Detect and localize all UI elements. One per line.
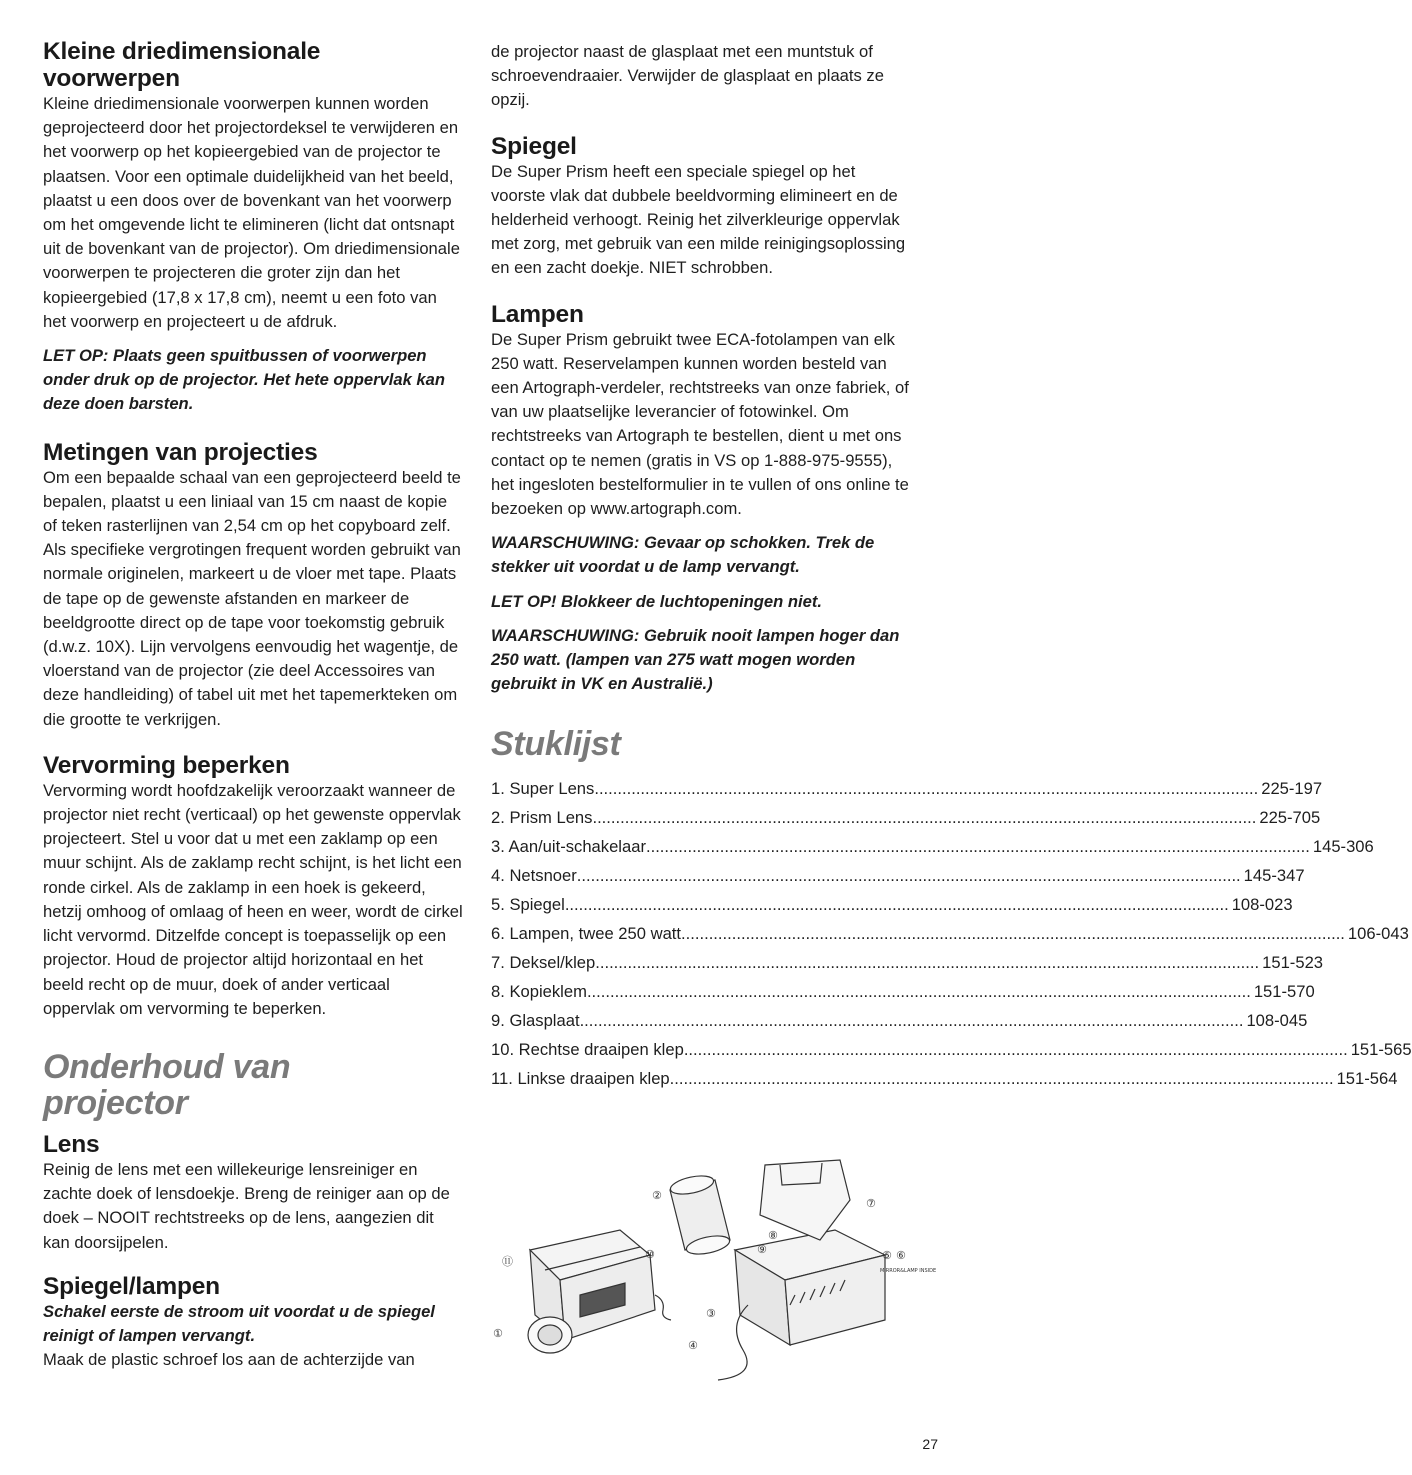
page-number: 27: [922, 1436, 938, 1452]
callout-3: ③: [706, 1307, 716, 1320]
warning-power-off: Schakel eerste de stroom uit voordat u de spiegel reinigt of lampen vervangt.: [43, 1301, 435, 1345]
callout-9: ⑨: [757, 1243, 767, 1256]
warning-lamp-wattage: WAARSCHUWING: Gebruik nooit lampen hoger dan 250 watt. (lampen van 275 watt mogen worden gebruikt in VK en Australië.): [491, 625, 900, 694]
parts-list-item: 10. Rechtse draaipen klep ..... 151-565: [491, 1035, 911, 1064]
warning-shock: WAARSCHUWING: Gevaar op schokken. Trek de stekker uit voordat u de lamp vervangt.: [491, 533, 875, 577]
section-title-lamps: Lampen: [491, 300, 584, 328]
section-body-small-3d-objects: Kleine driedimensionale voorwerpen kunnen worden geprojecteerd door het projectordeksel te verwijderen en het voorwerp op het kopieergebied van de projector te plaatsen. Voor een optimale duidelijkheid van het beeld, plaatst u een doos over de bovenkant van het voorwerp om het omgevende licht te elimineren (licht dat ontsnapt uit de bovenkant van de projector). Om driedimensionale voorwerpen te projecteren die groter zijn dan het kopieergebied (17,8 x 17,8 cm), neemt u een foto van het voorwerp en projecteert u de afdruk.: [43, 94, 460, 331]
projector-parts-illustration: [490, 1155, 937, 1395]
parts-list-item: 9. Glasplaat ..... 108-045: [491, 1006, 911, 1035]
section-title-lens: Lens: [43, 1130, 100, 1158]
section-title-measurements: Metingen van projecties: [43, 438, 318, 466]
callout-8: ⑧: [768, 1229, 778, 1242]
left-column: [43, 38, 463, 1372]
parts-list-item: 2. Prism Lens ..... 225-705: [491, 803, 911, 832]
parts-list-item: 7. Deksel/klep ..... 151-523: [491, 948, 911, 977]
section-title-mirror: Spiegel: [491, 132, 577, 160]
parts-list-title: Stuklijst: [491, 725, 621, 764]
parts-list-item: 8. Kopieklem ..... 151-570: [491, 977, 911, 1006]
parts-list: [491, 774, 1412, 1093]
callout-1: ①: [493, 1327, 503, 1340]
callout-5: ⑤: [882, 1249, 892, 1262]
section-title-small-3d-objects: Kleine driedimensionale voorwerpen: [43, 38, 321, 92]
parts-list-item: 11. Linkse draaipen klep ..... 151-564: [491, 1064, 911, 1093]
section-body-measurements: Om een bepaalde schaal van een geprojecteerd beeld te bepalen, plaatst u een liniaal van 15 cm naast de kopie of teken rasterlijnen van 2,54 cm op het copyboard zelf. Als specifieke vergrotingen frequent worden gebruikt van normale originelen, markeert u de vloer met tape. Plaats de tape op de gewenste afstanden en markeer de beeldgrootte direct op de tape voor toekomstig gebruik (d.w.z. 10X). Lijn vervolgens eenvoudig het wagentje, de vloerstand van de projector (zie deel Accessoires van deze handleiding) of tabel uit met het tapemerkteken om die grootte te verkrijgen.: [43, 467, 461, 729]
section-title-distortion: Vervorming beperken: [43, 751, 290, 779]
right-column: [491, 40, 1412, 1093]
main-title-maintenance: Onderhoud van projector: [43, 1047, 291, 1122]
callout-2: ②: [652, 1189, 662, 1202]
parts-list-item: 5. Spiegel ..... 108-023: [491, 890, 911, 919]
continued-body-glass-plate: de projector naast de glasplaat met een muntstuk of schroevendraaier. Verwijder de glasplaat en plaats ze opzij.: [491, 42, 884, 110]
section-body-mirror-lamps: Maak de plastic schroef los aan de achterzijde van: [43, 1350, 415, 1370]
parts-list-item: 1. Super Lens ..... 225-197: [491, 774, 911, 803]
callout-11: ⑪: [502, 1255, 513, 1268]
section-body-lamps: De Super Prism gebruikt twee ECA-fotolampen van elk 250 watt. Reservelampen kunnen worden besteld van een Artograph-verdeler, rechtstreeks van onze fabriek, of van uw plaatselijke leverancier of fotowinkel. Om rechtstreeks van Artograph te bestellen, dient u met ons contact op te nemen (gratis in VS op 1-888-975-9555), het ingesloten bestelformulier in te vullen of ons online te bezoeken op www.artograph.com.: [491, 329, 909, 519]
warning-air-vents: LET OP! Blokkeer de luchtopeningen niet.: [491, 591, 822, 611]
parts-list-item: 4. Netsnoer ..... 145-347: [491, 861, 911, 890]
section-body-distortion: Vervorming wordt hoofdzakelijk veroorzaakt wanneer de projector niet recht (verticaal) op het gewenste oppervlak projecteert. Stel u voor dat u met een zaklamp op een muur schijnt. Als de zaklamp recht schijnt, is het licht een ronde cirkel. Als de zaklamp in een hoek is gekeerd, hetzij omhoog of omlaag of heen en weer, wordt de cirkel licht vervormd. Ditzelfde concept is toepasselijk op een projector. Houd de projector altijd horizontaal en het beeld recht op de muur, doek of ander verticaal oppervlak om vervorming te beperken.: [43, 780, 463, 1018]
parts-list-item: 3. Aan/uit-schakelaar ..... 145-306: [491, 832, 911, 861]
section-body-mirror: De Super Prism heeft een speciale spiegel op het voorste vlak dat dubbele beeldvorming elimineert en de helderheid verhoogt. Reinig het zilverkleurige oppervlak met zorg, met gebruik van een milde reinigingsoplossing en een zacht doekje. NIET schrobben.: [491, 161, 906, 278]
callout-7: ⑦: [866, 1197, 876, 1210]
parts-list-item: 6. Lampen, twee 250 watt ..... 106-043: [491, 919, 911, 948]
callout-10: ⑩: [645, 1248, 655, 1261]
section-body-lens: Reinig de lens met een willekeurige lensreiniger en zachte doek of lensdoekje. Breng de reiniger aan op de doek – NOOIT rechtstreeks op de lens, aangezien dit kan doorsijpelen.: [43, 1159, 450, 1252]
callout-4: ④: [688, 1339, 698, 1352]
warning-spray-cans: LET OP: Plaats geen spuitbussen of voorwerpen onder druk op de projector. Het hete oppervlak kan deze doen barsten.: [43, 346, 446, 414]
callout-6: ⑥: [896, 1249, 906, 1262]
section-title-mirror-lamps: Spiegel/lampen: [43, 1272, 220, 1300]
mirror-lamp-sticker: MIRROR&LAMP INSIDE: [880, 1268, 937, 1274]
